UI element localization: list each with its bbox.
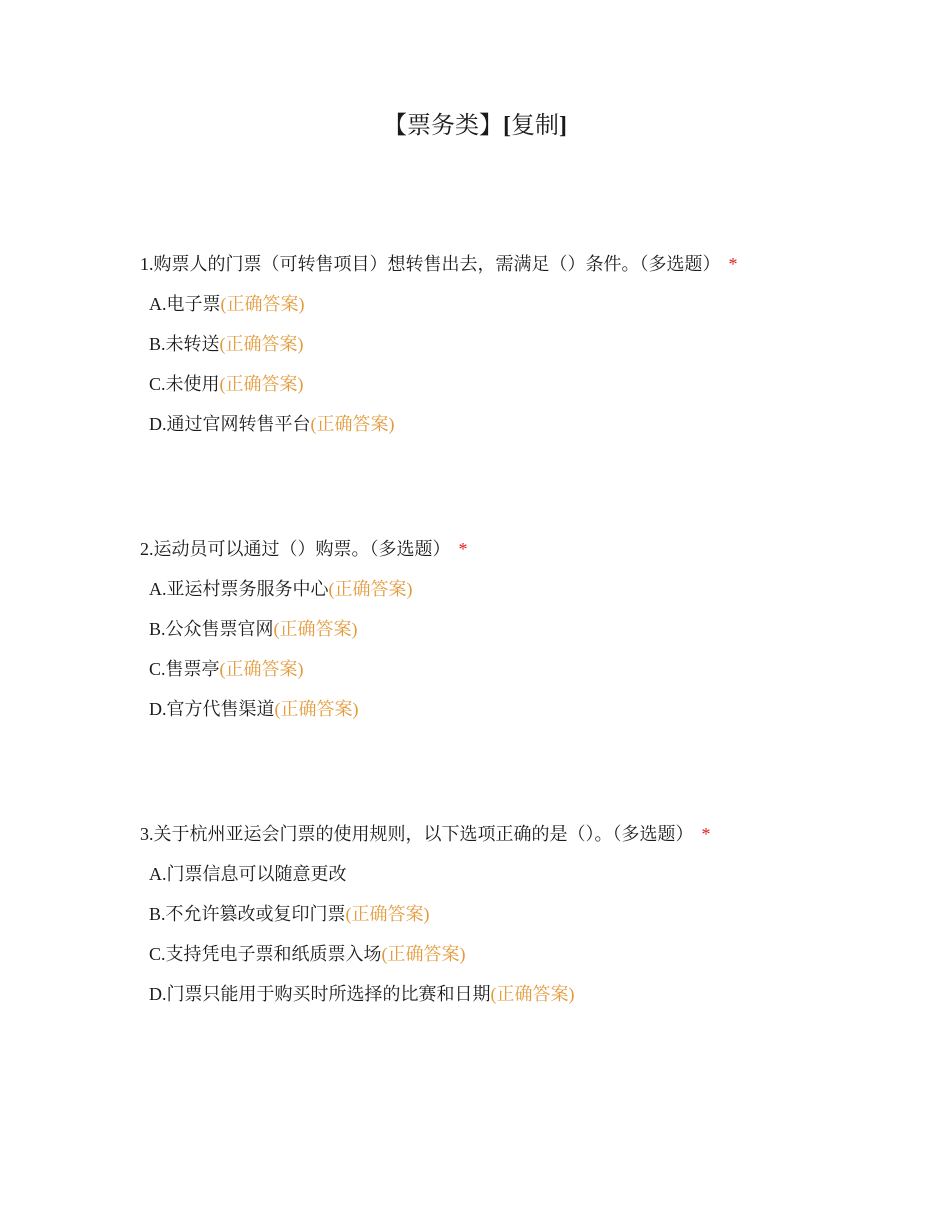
option-c bbox=[149, 655, 900, 695]
question-text: 1.购票人的门票（可转售项目）想转售出去，需满足（）条件。（多选题） bbox=[140, 254, 721, 274]
correct-answer-tag: (正确答案) bbox=[273, 619, 358, 639]
option-text: B.不允许篡改或复印门票 bbox=[149, 904, 346, 924]
page-title-text: 【票务类】 bbox=[383, 113, 503, 139]
option-text: B.未转送 bbox=[149, 334, 220, 354]
correct-answer-tag: (正确答案) bbox=[220, 294, 305, 314]
option-b bbox=[149, 900, 900, 940]
option-text: C.未使用 bbox=[149, 374, 220, 394]
correct-answer-tag: (正确答案) bbox=[219, 659, 304, 679]
question-stem bbox=[140, 535, 900, 563]
option-b bbox=[149, 615, 900, 655]
correct-answer-tag: (正确答案) bbox=[274, 699, 359, 719]
option-c bbox=[149, 370, 900, 410]
option-text: C.售票亭 bbox=[149, 659, 220, 679]
option-text: C.支持凭电子票和纸质票入场 bbox=[149, 944, 382, 964]
correct-answer-tag: (正确答案) bbox=[219, 374, 304, 394]
option-text: A.亚运村票务服务中心 bbox=[149, 579, 329, 599]
option-text: A.电子票 bbox=[149, 294, 221, 314]
option-c bbox=[149, 940, 900, 980]
option-text: A.门票信息可以随意更改 bbox=[149, 864, 347, 884]
option-a bbox=[149, 575, 900, 615]
required-star: * bbox=[458, 539, 468, 559]
option-d bbox=[149, 410, 900, 450]
correct-answer-tag: (正确答案) bbox=[219, 334, 304, 354]
correct-answer-tag: (正确答案) bbox=[490, 984, 575, 1004]
copy-link[interactable]: 复制 bbox=[511, 113, 559, 139]
option-text: D.门票只能用于购买时所选择的比赛和日期 bbox=[149, 984, 491, 1004]
required-star: * bbox=[728, 254, 738, 274]
correct-answer-tag: (正确答案) bbox=[345, 904, 430, 924]
question-2 bbox=[140, 535, 900, 735]
page-title bbox=[0, 108, 950, 144]
correct-answer-tag: (正确答案) bbox=[381, 944, 466, 964]
question-text: 2.运动员可以通过（）购票。（多选题） bbox=[140, 539, 451, 559]
required-star: * bbox=[701, 824, 711, 844]
question-3 bbox=[140, 820, 900, 1020]
option-text: D.官方代售渠道 bbox=[149, 699, 275, 719]
correct-answer-tag: (正确答案) bbox=[328, 579, 413, 599]
question-text: 3.关于杭州亚运会门票的使用规则，以下选项正确的是（）。（多选题） bbox=[140, 824, 694, 844]
option-d bbox=[149, 980, 900, 1020]
option-text: D.通过官网转售平台 bbox=[149, 414, 311, 434]
copy-bracket-open: [ bbox=[503, 113, 511, 139]
correct-answer-tag: (正确答案) bbox=[310, 414, 395, 434]
option-d bbox=[149, 695, 900, 735]
copy-bracket-close: ] bbox=[559, 113, 567, 139]
option-a bbox=[149, 860, 900, 900]
question-1 bbox=[140, 250, 900, 450]
option-a bbox=[149, 290, 900, 330]
option-b bbox=[149, 330, 900, 370]
question-stem bbox=[140, 820, 900, 848]
option-text: B.公众售票官网 bbox=[149, 619, 274, 639]
question-stem bbox=[140, 250, 900, 278]
